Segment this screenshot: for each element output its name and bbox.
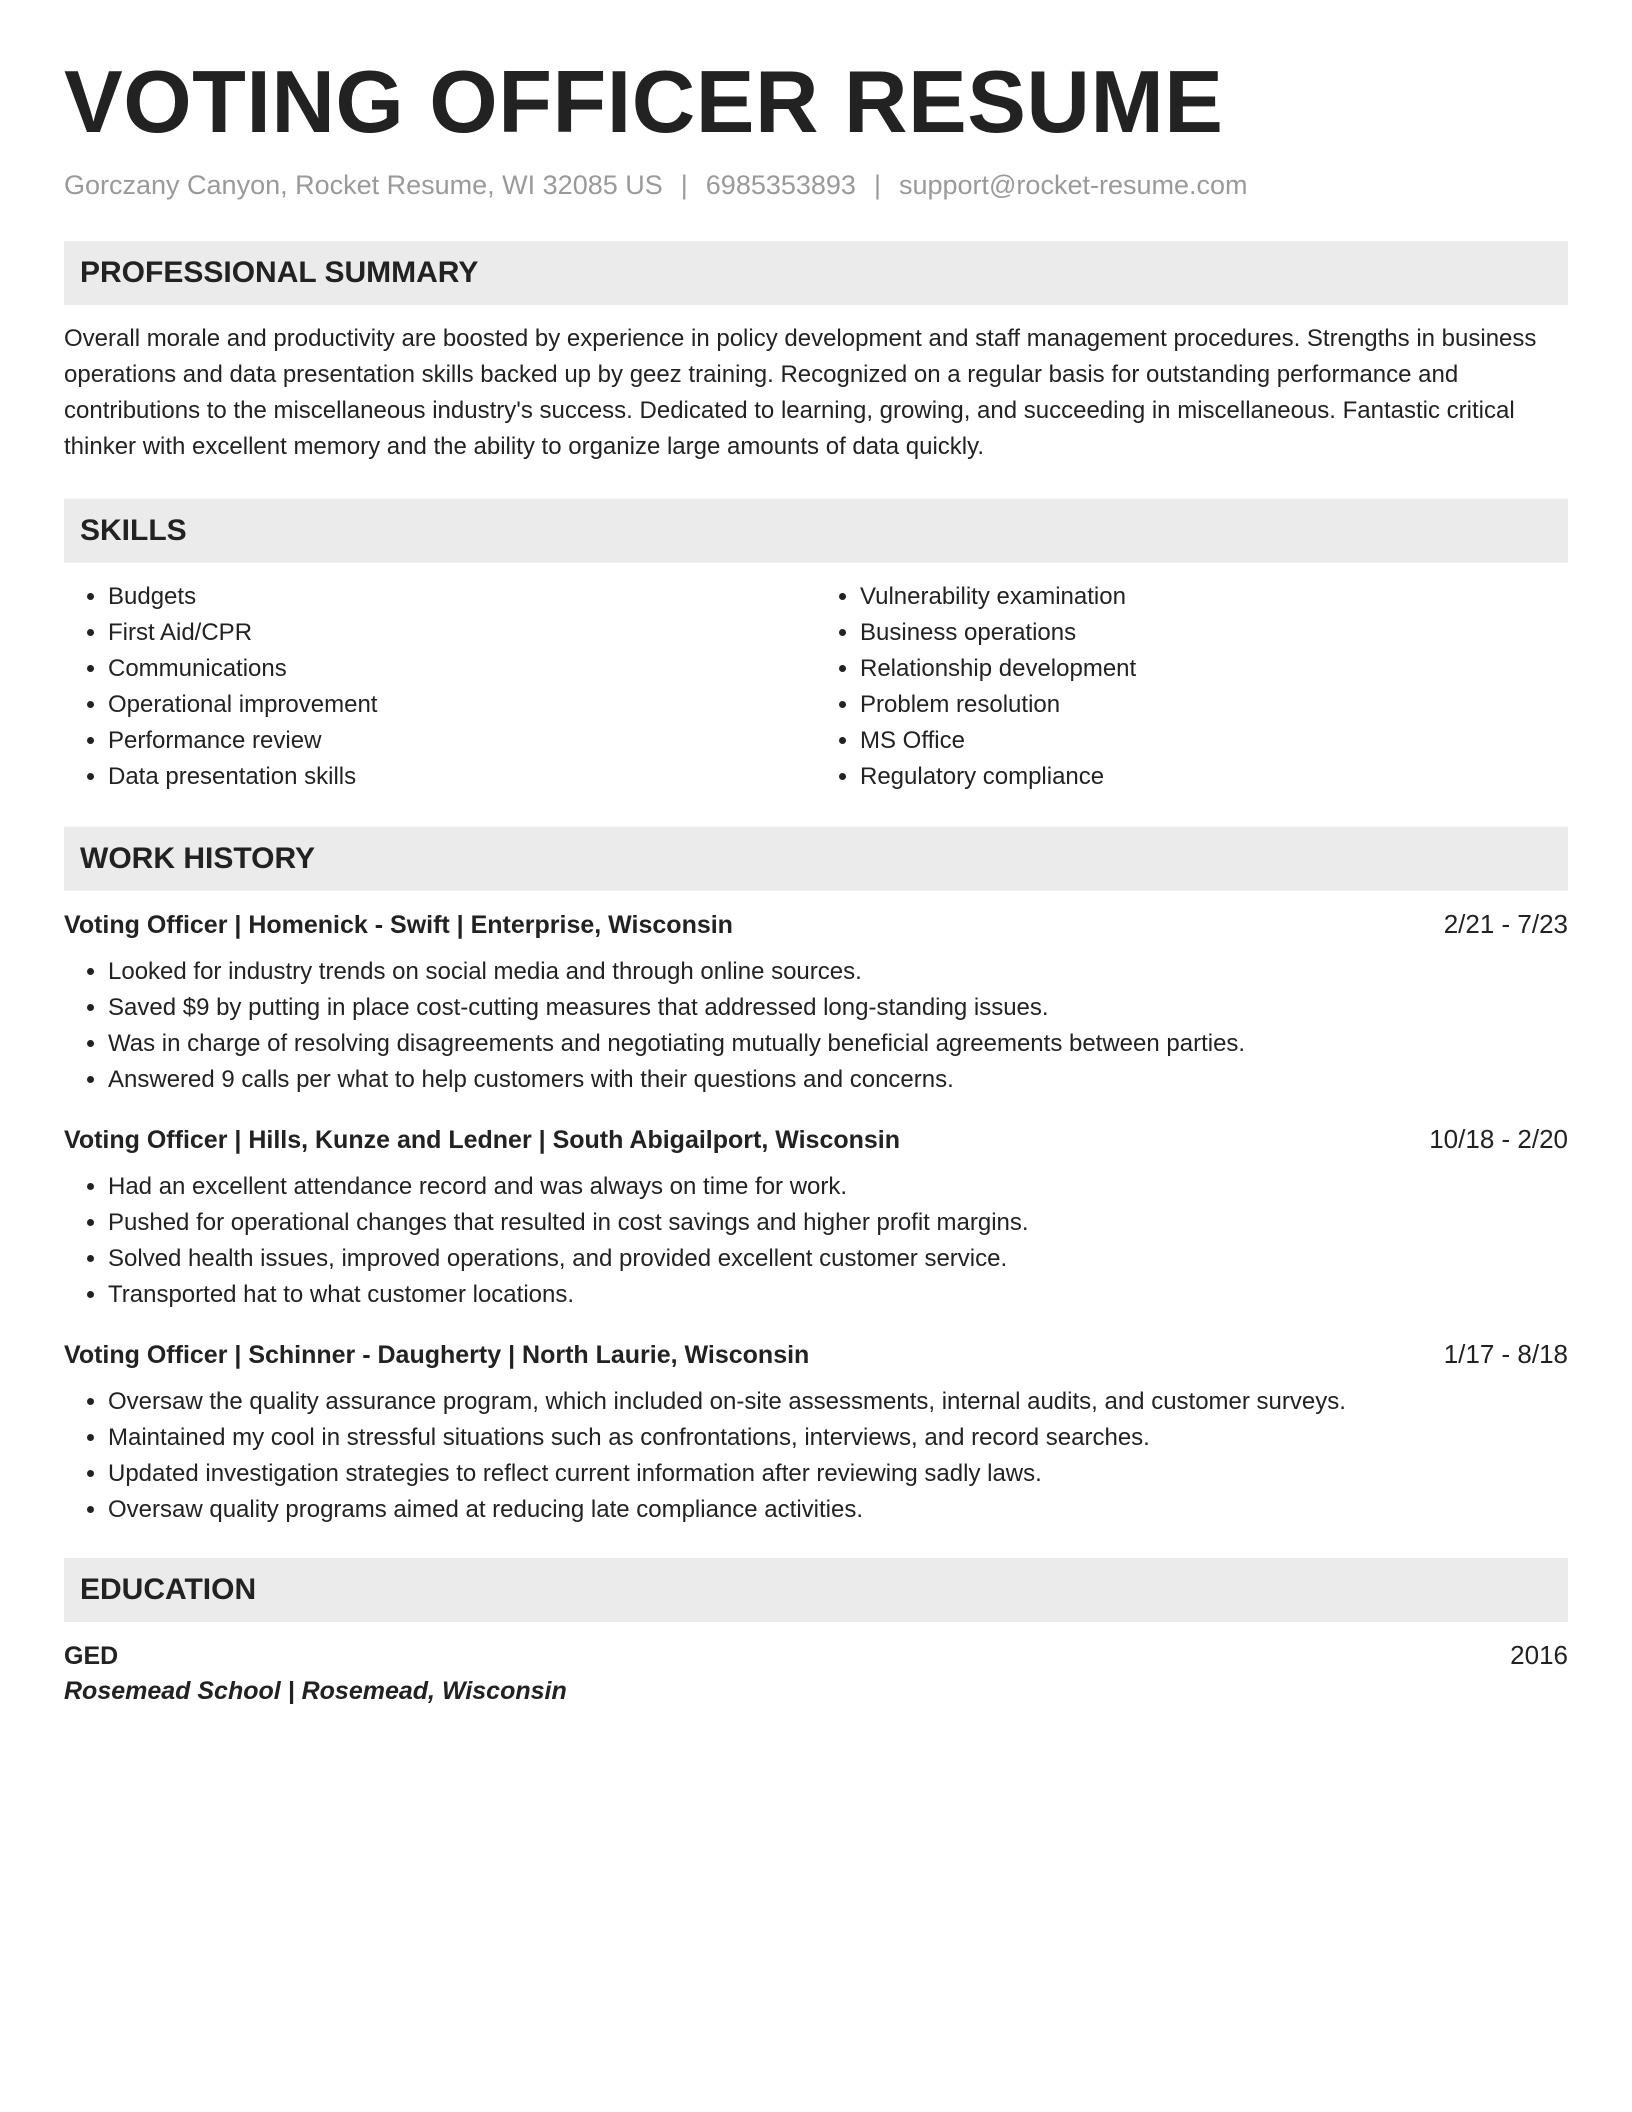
education-entry [64,1640,1568,1706]
education-header [64,1640,1568,1671]
job-title: Voting Officer | Schinner - Daugherty | North Laurie, Wisconsin [64,1341,810,1369]
job-entry [64,909,1568,1098]
summary-text: Overall morale and productivity are boosted by experience in policy development and staff management procedures. Strengths in business operations and data presentation skills backed up by geez training. Recognized on a regular basis for outstanding performance and contributions to the miscellaneous industry's success. Dedicated to learning, growing, and succeeding in miscellaneous. Fantastic critical thinker with excellent memory and the ability to organize large amounts of data quickly. [64,325,1537,460]
education-school: Rosemead School | Rosemead, Wisconsin [64,1677,567,1705]
job-bullets [64,954,1568,1098]
skill-item: • MS Office [860,723,1568,759]
job-bullet: • Was in charge of resolving disagreements and negotiating mutually beneficial agreements between parties. [108,1026,1568,1062]
job-bullet: • Maintained my cool in stressful situations such as confrontations, interviews, and record searches. [108,1420,1568,1456]
education-year: 2016 [1510,1640,1568,1670]
job-bullet: • Had an excellent attendance record and was always on time for work. [108,1169,1568,1205]
job-header [64,1339,1568,1370]
job-dates: 1/17 - 8/18 [1443,1339,1568,1369]
skills-column-right [816,579,1568,795]
resume-title: VOTING OFFICER RESUME [64,52,1224,151]
skills-column-left [64,579,816,795]
job-bullets [64,1384,1568,1528]
job-entry [64,1339,1568,1528]
job-title: Voting Officer | Hills, Kunze and Ledner | South Abigailport, Wisconsin [64,1126,901,1154]
job-dates: 10/18 - 2/20 [1429,1124,1568,1154]
skills-heading: SKILLS [64,499,1568,563]
skill-item: • Data presentation skills [108,759,816,795]
work-heading: WORK HISTORY [64,827,1568,891]
contact-separator: | [680,170,688,200]
job-bullet: • Saved $9 by putting in place cost-cutting measures that addressed long-standing issues. [108,990,1568,1026]
education-heading: EDUCATION [64,1558,1568,1622]
skill-item: • First Aid/CPR [108,615,816,651]
skill-item: • Communications [108,651,816,687]
job-bullet: • Answered 9 calls per what to help customers with their questions and concerns. [108,1062,1568,1098]
job-title: Voting Officer | Homenick - Swift | Enterprise, Wisconsin [64,911,733,939]
job-bullet: • Oversaw the quality assurance program, which included on-site assessments, internal audits, and customer surveys. [108,1384,1568,1420]
contact-separator: | [873,170,881,200]
skill-item: • Vulnerability examination [860,579,1568,615]
skill-item: • Relationship development [860,651,1568,687]
contact-address: Gorczany Canyon, Rocket Resume, WI 32085 US [64,170,663,200]
job-bullet: • Solved health issues, improved operations, and provided excellent customer service. [108,1241,1568,1277]
job-bullet: • Transported hat to what customer locations. [108,1277,1568,1313]
job-header [64,909,1568,940]
skills-list [64,579,1568,795]
job-bullet: • Pushed for operational changes that resulted in cost savings and higher profit margins. [108,1205,1568,1241]
job-bullets [64,1169,1568,1313]
job-bullet: • Updated investigation strategies to reflect current information after reviewing sadly laws. [108,1456,1568,1492]
job-bullet: • Oversaw quality programs aimed at reducing late compliance activities. [108,1492,1568,1528]
job-dates: 2/21 - 7/23 [1443,909,1568,939]
skill-item: • Problem resolution [860,687,1568,723]
skill-item: • Regulatory compliance [860,759,1568,795]
job-bullet: • Looked for industry trends on social media and through online sources. [108,954,1568,990]
summary-heading: PROFESSIONAL SUMMARY [64,241,1568,305]
skill-item: • Business operations [860,615,1568,651]
job-header [64,1124,1568,1155]
contact-email: support@rocket-resume.com [898,170,1248,200]
contact-phone: 6985353893 [705,170,856,200]
contact-line [64,170,1568,201]
education-degree: GED [64,1642,119,1670]
skill-item: • Operational improvement [108,687,816,723]
job-entry [64,1124,1568,1313]
skill-item: • Budgets [108,579,816,615]
skill-item: • Performance review [108,723,816,759]
